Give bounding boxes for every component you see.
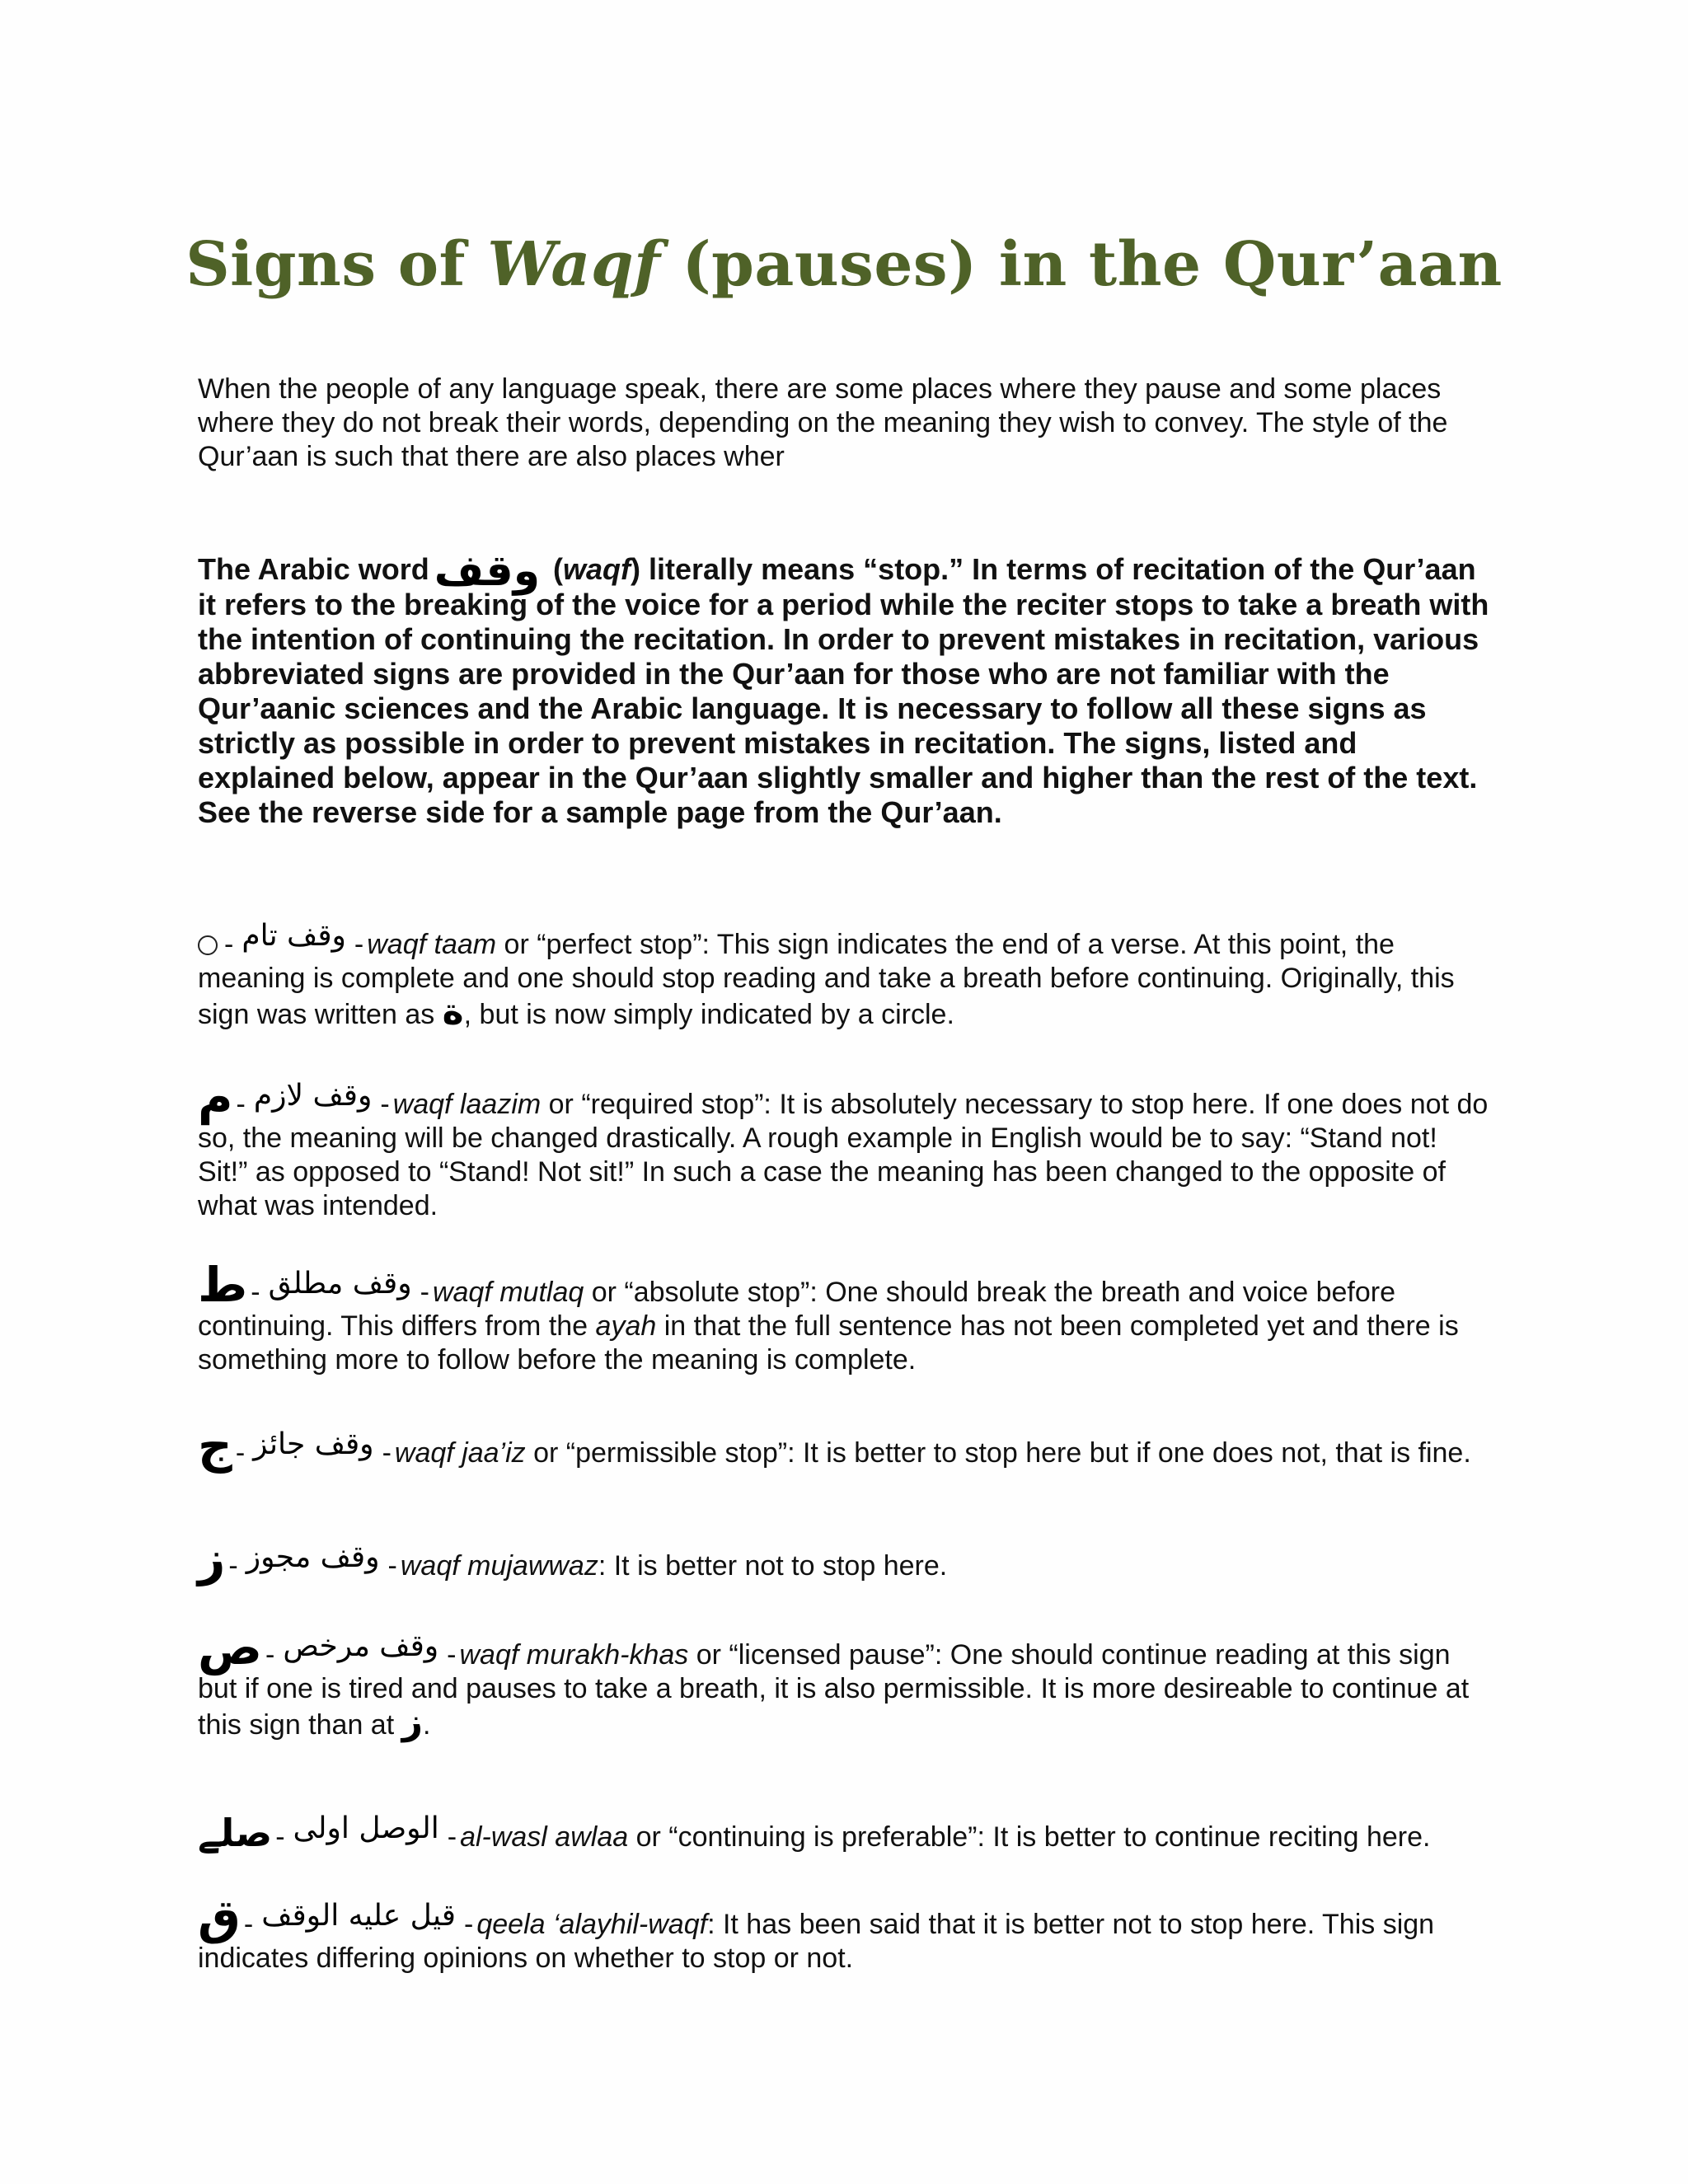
sign-description: or “licensed pause”: One should continue reading at this sign but if one is tired and pauses to take a breath, it is also permissible. It is more desireable to continue at this sign than at [198, 1639, 1470, 1741]
entry-dash: - [380, 1089, 390, 1120]
entry-dash: - [265, 1639, 275, 1671]
entry-dash: - [243, 1909, 254, 1940]
entry-dash: - [464, 1909, 474, 1940]
sign-arabic-label: وقف مطلق [268, 1267, 412, 1301]
sign-term: al-wasl awlaa [460, 1821, 629, 1853]
sign-term: waqf murakh-khas [459, 1639, 689, 1671]
sign-entry-waqf-jaaiz [198, 1418, 1492, 1474]
sign-arabic-label: وقف جائز [253, 1427, 374, 1461]
entry-dash: - [224, 929, 234, 960]
lead-paragraph [198, 546, 1492, 830]
entry-dash: - [235, 1437, 246, 1469]
saad-sign-icon: ص [198, 1619, 263, 1675]
arabic-waqf-glyph: وقف [434, 546, 541, 597]
sign-arabic-label: قيل عليه الوقف [261, 1899, 457, 1933]
sign-description: or “absolute stop”: One should break the breath and voice before continuing. This differs from the [198, 1277, 1396, 1342]
intro-paragraph: When the people of any language speak, there are some places where they pause and some places where they do not break their words, depending on the meaning they wish to convey. The style of the Qur’aan is such that there are also places wher [198, 373, 1448, 472]
sign-term: waqf laazim [392, 1089, 542, 1120]
lead-pre: The Arabic word [198, 552, 429, 586]
zay-sign-icon: ز [198, 1530, 226, 1586]
sala-sign-icon: صلے [198, 1811, 273, 1855]
sign-description: or “required stop”: It is absolutely necessary to stop here. If one does not do so, the meaning will be changed drastically. A rough example in English would be to say: “Stand not! Sit!” as opposed to “Stand! Not sit!” In such a case the meaning has been changed to the opposite of what was intended. [198, 1089, 1489, 1221]
entry-dash: - [251, 1277, 260, 1308]
sign-arabic-label: وقف مرخص [283, 1629, 439, 1663]
ayah-term: ayah [595, 1310, 657, 1342]
zay-inline-icon: ز [401, 1701, 423, 1743]
sign-entry-qeela-alayhil-waqf [198, 1889, 1492, 1975]
sign-term: qeela ‘alayhil-waqf [476, 1909, 708, 1940]
sign-description: or “permissible stop”: It is better to stop here but if one does not, that is fine. [525, 1437, 1471, 1469]
sign-arabic-label: وقف تام [241, 919, 346, 953]
sign-arabic-label: وقف لازم [253, 1079, 373, 1113]
sign-description-end: , but is now simply indicated by a circle. [463, 999, 954, 1030]
title-post: (pauses) in the Qur’aan [660, 229, 1503, 300]
page-title [0, 229, 1688, 300]
sign-description-end: in that the full sentence has not been completed yet and there is something more to follow before the meaning is complete. [198, 1310, 1459, 1376]
sign-term: waqf mujawwaz [400, 1550, 598, 1582]
sign-entry-waqf-mutlaq [198, 1257, 1492, 1377]
lead-open: ( [545, 552, 564, 586]
sign-entry-waqf-mujawwaz [198, 1530, 1492, 1586]
sign-arabic-label: وقف مجوز [246, 1540, 380, 1574]
sign-term: waqf taam [367, 929, 497, 960]
sign-term: waqf jaa’iz [394, 1437, 526, 1469]
qaaf-sign-icon: ق [198, 1889, 241, 1945]
lead-italic-waqf: waqf [563, 552, 631, 586]
entry-dash: - [382, 1437, 392, 1469]
title-pre: Signs of [185, 229, 488, 300]
circle-sign-icon [198, 935, 218, 955]
ta-marbuta-sign-icon: ة [442, 991, 464, 1033]
entry-dash: - [228, 1550, 238, 1582]
sign-arabic-label: الوصل اولى [293, 1811, 439, 1845]
jeem-sign-icon: ج [198, 1418, 232, 1474]
sign-description: or “perfect stop”: This sign indicates the end of a verse. At this point, the meaning is complete and one should stop reading and take a breath before continuing. Originally, this sign was written as [198, 929, 1455, 1030]
sign-description: : It is better not to stop here. [598, 1550, 948, 1582]
taa-sign-icon: ط [198, 1257, 248, 1313]
sign-entry-waqf-laazim [198, 1069, 1492, 1223]
sign-entry-al-wasl-awlaa [198, 1812, 1492, 1854]
entry-dash: - [387, 1550, 397, 1582]
sign-description-end: . [422, 1709, 431, 1741]
title-italic-waqf: Waqf [487, 229, 661, 300]
sign-description: : It has been said that it is better not to stop here. This sign indicates differing opinions on whether to stop or not. [198, 1909, 1435, 1974]
entry-dash: - [447, 1639, 457, 1671]
lead-rest: ) literally means “stop.” In terms of recitation of the Qur’aan it refers to the breaking of the voice for a period while the reciter stops to take a breath with the intention of continuing the recitation. In order to prevent mistakes in recitation, various abbreviated signs are provided in the Qur’aan for those who are not familiar with the Qur’aanic sciences and the Arabic language. It is necessary to follow all these signs as strictly as possible in order to prevent mistakes in recitation. The signs, listed and explained below, appear in the Qur’aan slightly smaller and higher than the rest of the text. See the reverse side for a sample page from the Qur’aan. [198, 552, 1489, 830]
entry-dash: - [354, 929, 364, 960]
sign-term: waqf mutlaq [432, 1277, 584, 1308]
entry-dash: - [420, 1277, 429, 1308]
sign-entry-waqf-taam [198, 920, 1492, 1032]
sign-description: or “continuing is preferable”: It is better to continue reciting here. [628, 1821, 1431, 1853]
meem-sign-icon: م [198, 1069, 233, 1125]
entry-dash: - [275, 1821, 285, 1853]
entry-dash: - [236, 1089, 246, 1120]
sign-entry-waqf-murakh-khas [198, 1619, 1492, 1743]
entry-dash: - [447, 1821, 457, 1853]
